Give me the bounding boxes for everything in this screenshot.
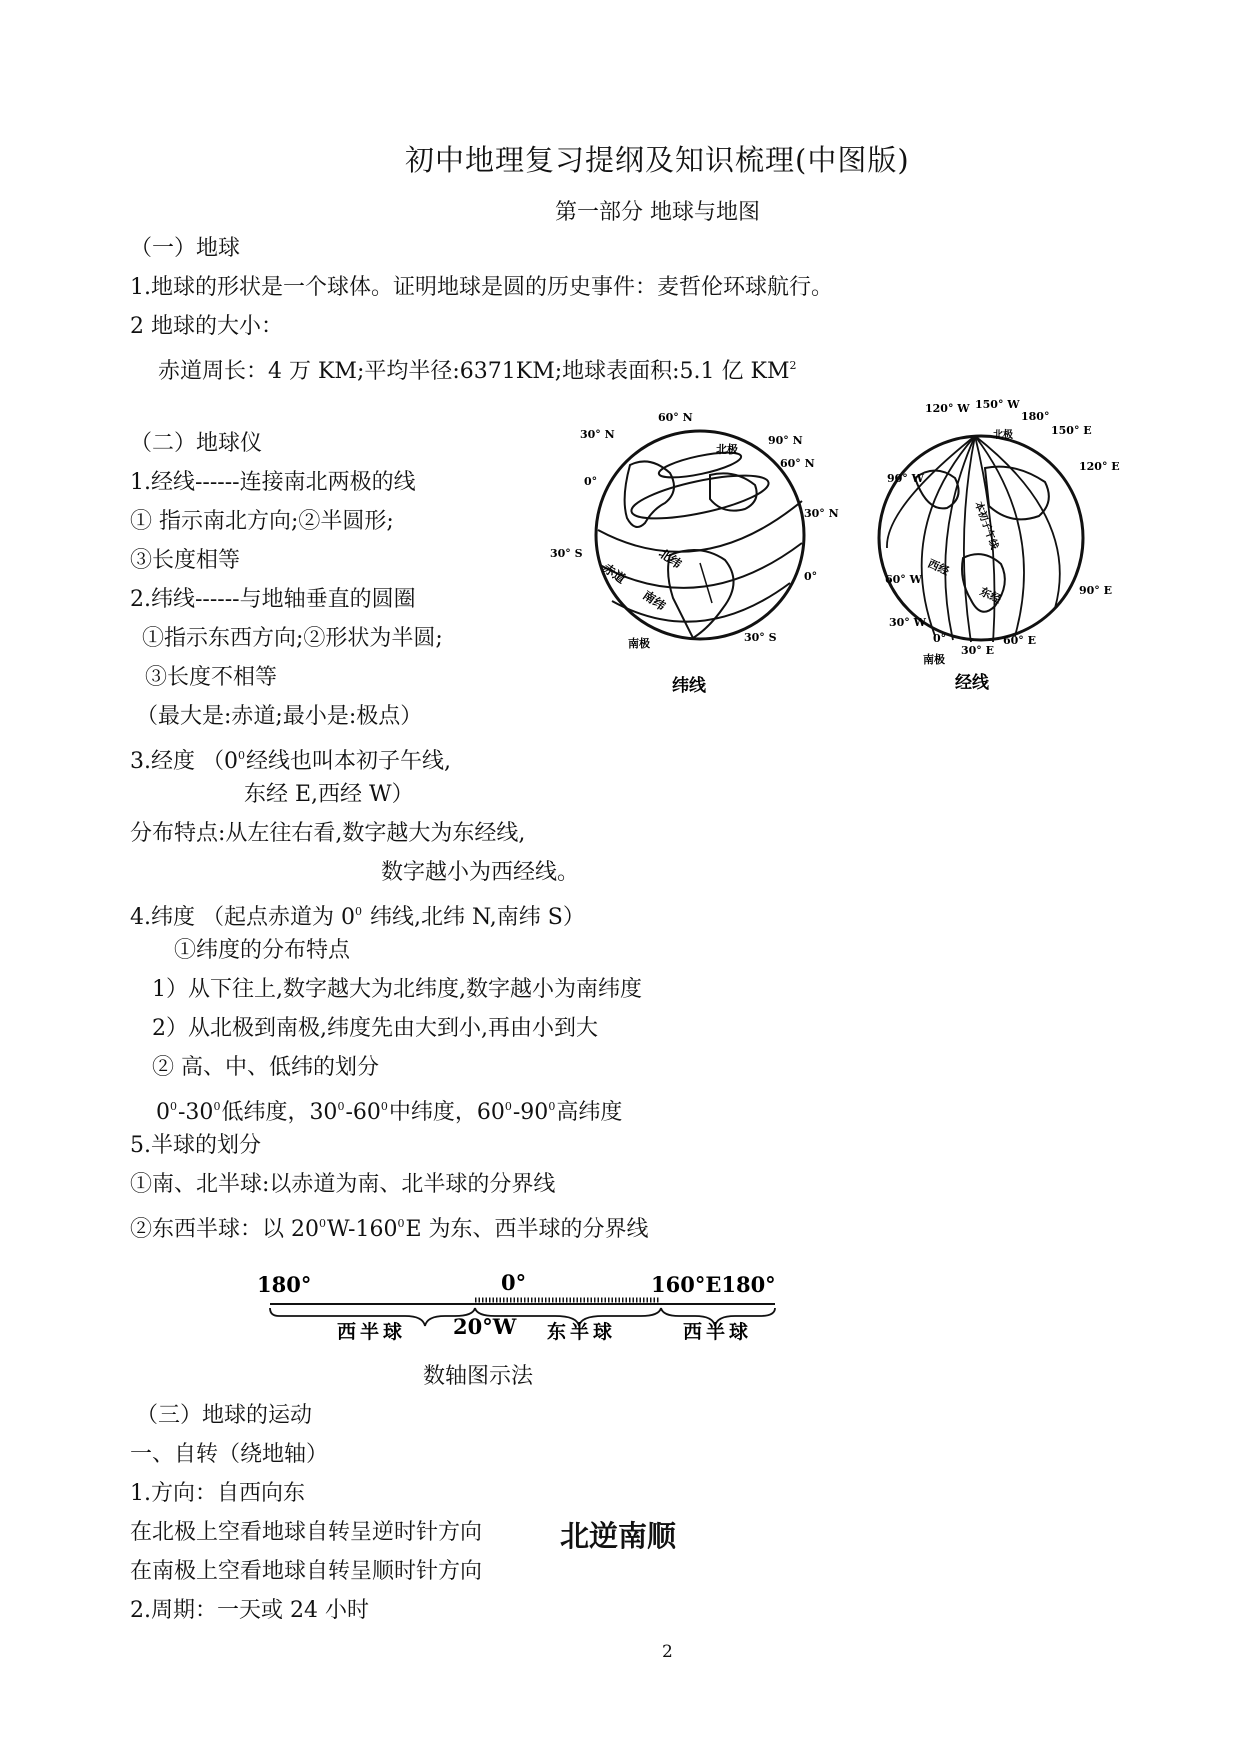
axis-label-20w: 20°W [453,1314,517,1339]
west-hemisphere-label: 西半球 [683,1321,753,1343]
parallel-point-1: ①指示东西方向;②形状为半圆; [142,626,443,651]
axis-caption: 数轴图示法 [423,1364,534,1389]
degree-sup: 0 [237,749,245,762]
parallel-point-2: ③长度不相等 [145,665,278,690]
degree-sup: 0 [213,1100,221,1113]
globe-label: 0° [933,632,947,645]
globe-label: 150° W [975,398,1020,411]
degree-sup: 0 [337,1100,345,1113]
section2-heading: （二）地球仪 [130,431,263,456]
zones-text: -90 [512,1100,549,1125]
zones-text: 0 [156,1100,170,1125]
globe-label: 30° S [744,631,777,644]
parallel-60n [628,467,772,527]
meridian-point-2: ③长度相等 [130,548,241,573]
globe-caption: 纬线 [672,676,706,696]
globe-label: 南极 [628,637,650,650]
section3-heading: （三）地球的运动 [136,1403,313,1428]
globe-label: 西经 [925,556,952,579]
section1-heading: （一）地球 [130,236,241,261]
latitude-line [130,899,585,931]
globe-label: 30° N [804,507,839,520]
parallel-30n [598,501,802,552]
globe-label: 本初子午线 [972,500,1000,552]
earth-size-text: 赤道周长：4 万 KM;平均半径:6371KM;地球表面积:5.1 亿 KM [158,359,790,384]
rotation-title: 一、自转（绕地轴） [130,1442,329,1467]
degree-sup: 0 [380,1100,388,1113]
rotation-direction: 1.方向：自西向东 [130,1481,305,1506]
degree-sup: 0 [548,1100,556,1113]
latitude-feature: ①纬度的分布特点 [174,938,351,963]
globe-label: 南极 [923,653,945,666]
globe-label: 30° W [889,616,926,629]
globe-label: 90° E [1079,584,1113,597]
globe-label: 60° N [658,411,693,424]
distribution-2: 数字越小为西经线。 [381,860,580,885]
number-axis-figure [255,1268,790,1343]
degree-sup: 0 [354,905,362,918]
globe-label: 南纬 [640,587,668,614]
hemisphere-point-1: ①南、北半球:以赤道为南、北半球的分界线 [130,1172,556,1197]
longitude-line [130,743,451,775]
rotation-period: 2.周期：一天或 24 小时 [130,1598,369,1623]
parallels-globe-figure [550,405,839,705]
zones-text: -60 [345,1100,381,1125]
page-number: 2 [662,1642,673,1662]
west-hemisphere-label: 西半球 [337,1321,407,1343]
hemisphere-title: 5.半球的划分 [130,1133,261,1158]
degree-sup: 0 [504,1100,512,1113]
globe-label: 150° E [1051,424,1092,437]
degree-sup: 0 [397,1217,405,1230]
axis-label-180-left: 180° [257,1272,312,1297]
distribution-1: 分布特点:从左往右看,数字越大为东经线, [130,821,526,846]
zones-text: 中纬度，60 [388,1100,505,1125]
part-title: 第一部分 地球与地图 [555,200,760,225]
hemi-text: W-160 [327,1217,398,1242]
longitude-text-a: 3.经度 （0 [130,749,238,774]
globe-label: 90° W [887,472,924,485]
globe-label: 180° [1021,410,1050,423]
section1-line3 [158,353,797,385]
hemi-text: E 为东、西半球的分界线 [405,1217,649,1242]
globe-label: 30° E [961,644,995,657]
zones-text: -30 [178,1100,214,1125]
meridian-title: 1.经线------连接南北两极的线 [130,470,416,495]
longitude-text-b: 经线也叫本初子午线, [245,749,451,774]
meridian-point-1: ① 指示南北方向;②半圆形; [130,509,394,534]
latitude-zones [156,1094,622,1126]
globe-label: 90° N [768,434,803,447]
axis-label-160e-180: 160°E180° [651,1272,776,1297]
longitude-ew: 东经 E,西经 W） [244,782,414,807]
globe-caption: 经线 [955,673,989,693]
axis-label-0: 0° [501,1270,527,1295]
north-pole-view: 在北极上空看地球自转呈逆时针方向 [130,1520,483,1545]
latitude-point-2: 2）从北极到南极,纬度先由大到小,再由小到大 [152,1016,598,1041]
hemi-text: ②东西半球：以 20 [130,1217,319,1242]
south-pole-view: 在南极上空看地球自转呈顺时针方向 [130,1559,483,1584]
globe-label: 东经 [977,584,1004,607]
degree-sup: 0 [170,1100,177,1113]
globe-label: 60° W [885,573,922,586]
globe-label: 30° N [580,428,615,441]
globe-label: 北极 [716,443,738,456]
parallel-point-3: （最大是:赤道;最小是:极点） [136,704,423,729]
zones-text: 高纬度 [556,1100,623,1125]
latitude-text-a: 4.纬度 （起点赤道为 0 [130,905,355,930]
km-superscript: 2 [789,359,797,372]
latitude-point-3: ② 高、中、低纬的划分 [152,1055,379,1080]
prime-meridian [964,436,975,642]
globe-label: 60° N [780,457,815,470]
section1-line2: 2 地球的大小： [130,314,283,339]
zones-text: 低纬度，30 [221,1100,338,1125]
globe-label: 北极 [993,430,1013,441]
mnemonic-text: 北逆南顺 [560,1519,677,1553]
page-title: 初中地理复习提纲及知识梳理(中图版) [405,143,910,177]
meridians-globe-figure [875,398,1120,708]
latitude-text-b: 纬线,北纬 N,南纬 S） [362,905,585,930]
globe-label: 120° W [925,402,970,415]
globe-label: 北纬 [656,545,684,572]
hemisphere-point-2 [130,1211,649,1243]
globe-label: 0° [584,475,598,488]
arrow-line [700,563,712,603]
globe-label: 60° E [1003,634,1037,647]
section1-line1: 1.地球的形状是一个球体。证明地球是圆的历史事件：麦哲伦环球航行。 [130,275,833,300]
globe-label: 120° E [1079,460,1120,473]
globe-label: 0° [804,570,818,583]
parallel-title: 2.纬线------与地轴垂直的圆圈 [130,587,416,612]
degree-sup: 0 [319,1217,326,1230]
east-hemisphere-label: 东半球 [547,1321,617,1343]
latitude-point-1: 1）从下往上,数字越大为北纬度,数字越小为南纬度 [152,977,642,1002]
globe-label: 30° S [550,547,583,560]
globe-label: 赤道 [600,560,628,587]
